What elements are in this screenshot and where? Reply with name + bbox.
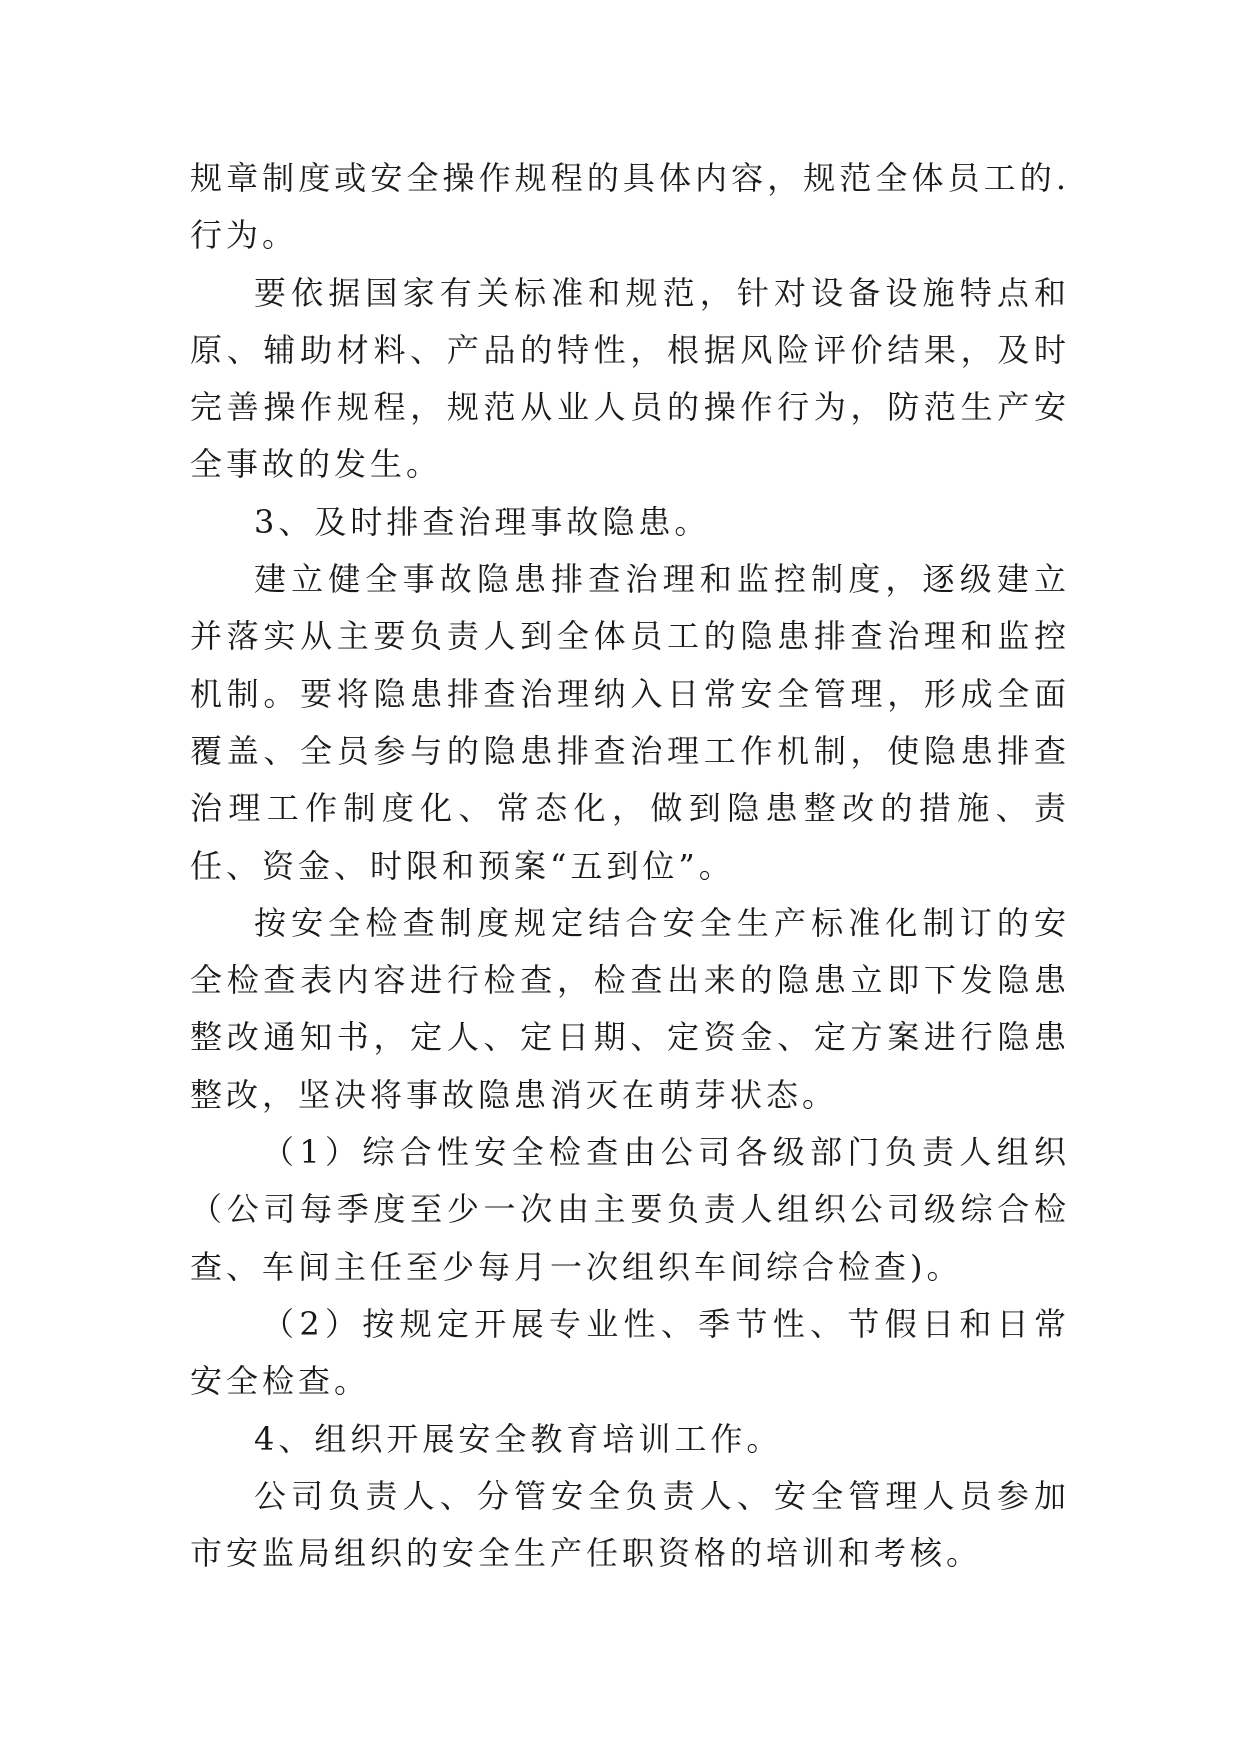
list-item-1: （1）综合性安全检查由公司各级部门负责人组织（公司每季度至少一次由主要负责人组织公司级综合检查、车间主任至少每月一次组织车间综合检查)。 (190, 1133, 1070, 1286)
document-body (190, 150, 1070, 1582)
paragraph-2: 要依据国家有关标准和规范，针对设备设施特点和原、辅助材料、产品的特性，根据风险评价结果，及时完善操作规程，规范从业人员的操作行为，防范生产安全事故的发生。 (190, 273, 1070, 484)
list-item-2: （2）按规定开展专业性、季节性、节假日和日常安全检查。 (190, 1304, 1070, 1401)
section-heading-4: 4、组织开展安全教育培训工作。 (254, 1419, 783, 1458)
section-heading-3: 3、及时排查治理事故隐患。 (254, 502, 711, 541)
paragraph-1: 规章制度或安全操作规程的具体内容，规范全体员工的.行为。 (190, 159, 1070, 255)
paragraph-5: 按安全检查制度规定结合安全生产标准化制订的安全检查表内容进行检查，检查出来的隐患立即下发隐患整改通知书，定人、定日期、定资金、定方案进行隐患整改，坚决将事故隐患消灭在萌芽状态。 (190, 903, 1070, 1114)
paragraph-9: 公司负责人、分管安全负责人、安全管理人员参加市安监局组织的安全生产任职资格的培训和考核。 (190, 1476, 1070, 1573)
paragraph-4: 建立健全事故隐患排查治理和监控制度，逐级建立并落实从主要负责人到全体员工的隐患排查治理和监控机制。要将隐患排查治理纳入日常安全管理，形成全面覆盖、全员参与的隐患排查治理工作机制，使隐患排查治理工作制度化、常态化，做到隐患整改的措施、责任、资金、时限和预案“五到位”。 (190, 560, 1070, 885)
